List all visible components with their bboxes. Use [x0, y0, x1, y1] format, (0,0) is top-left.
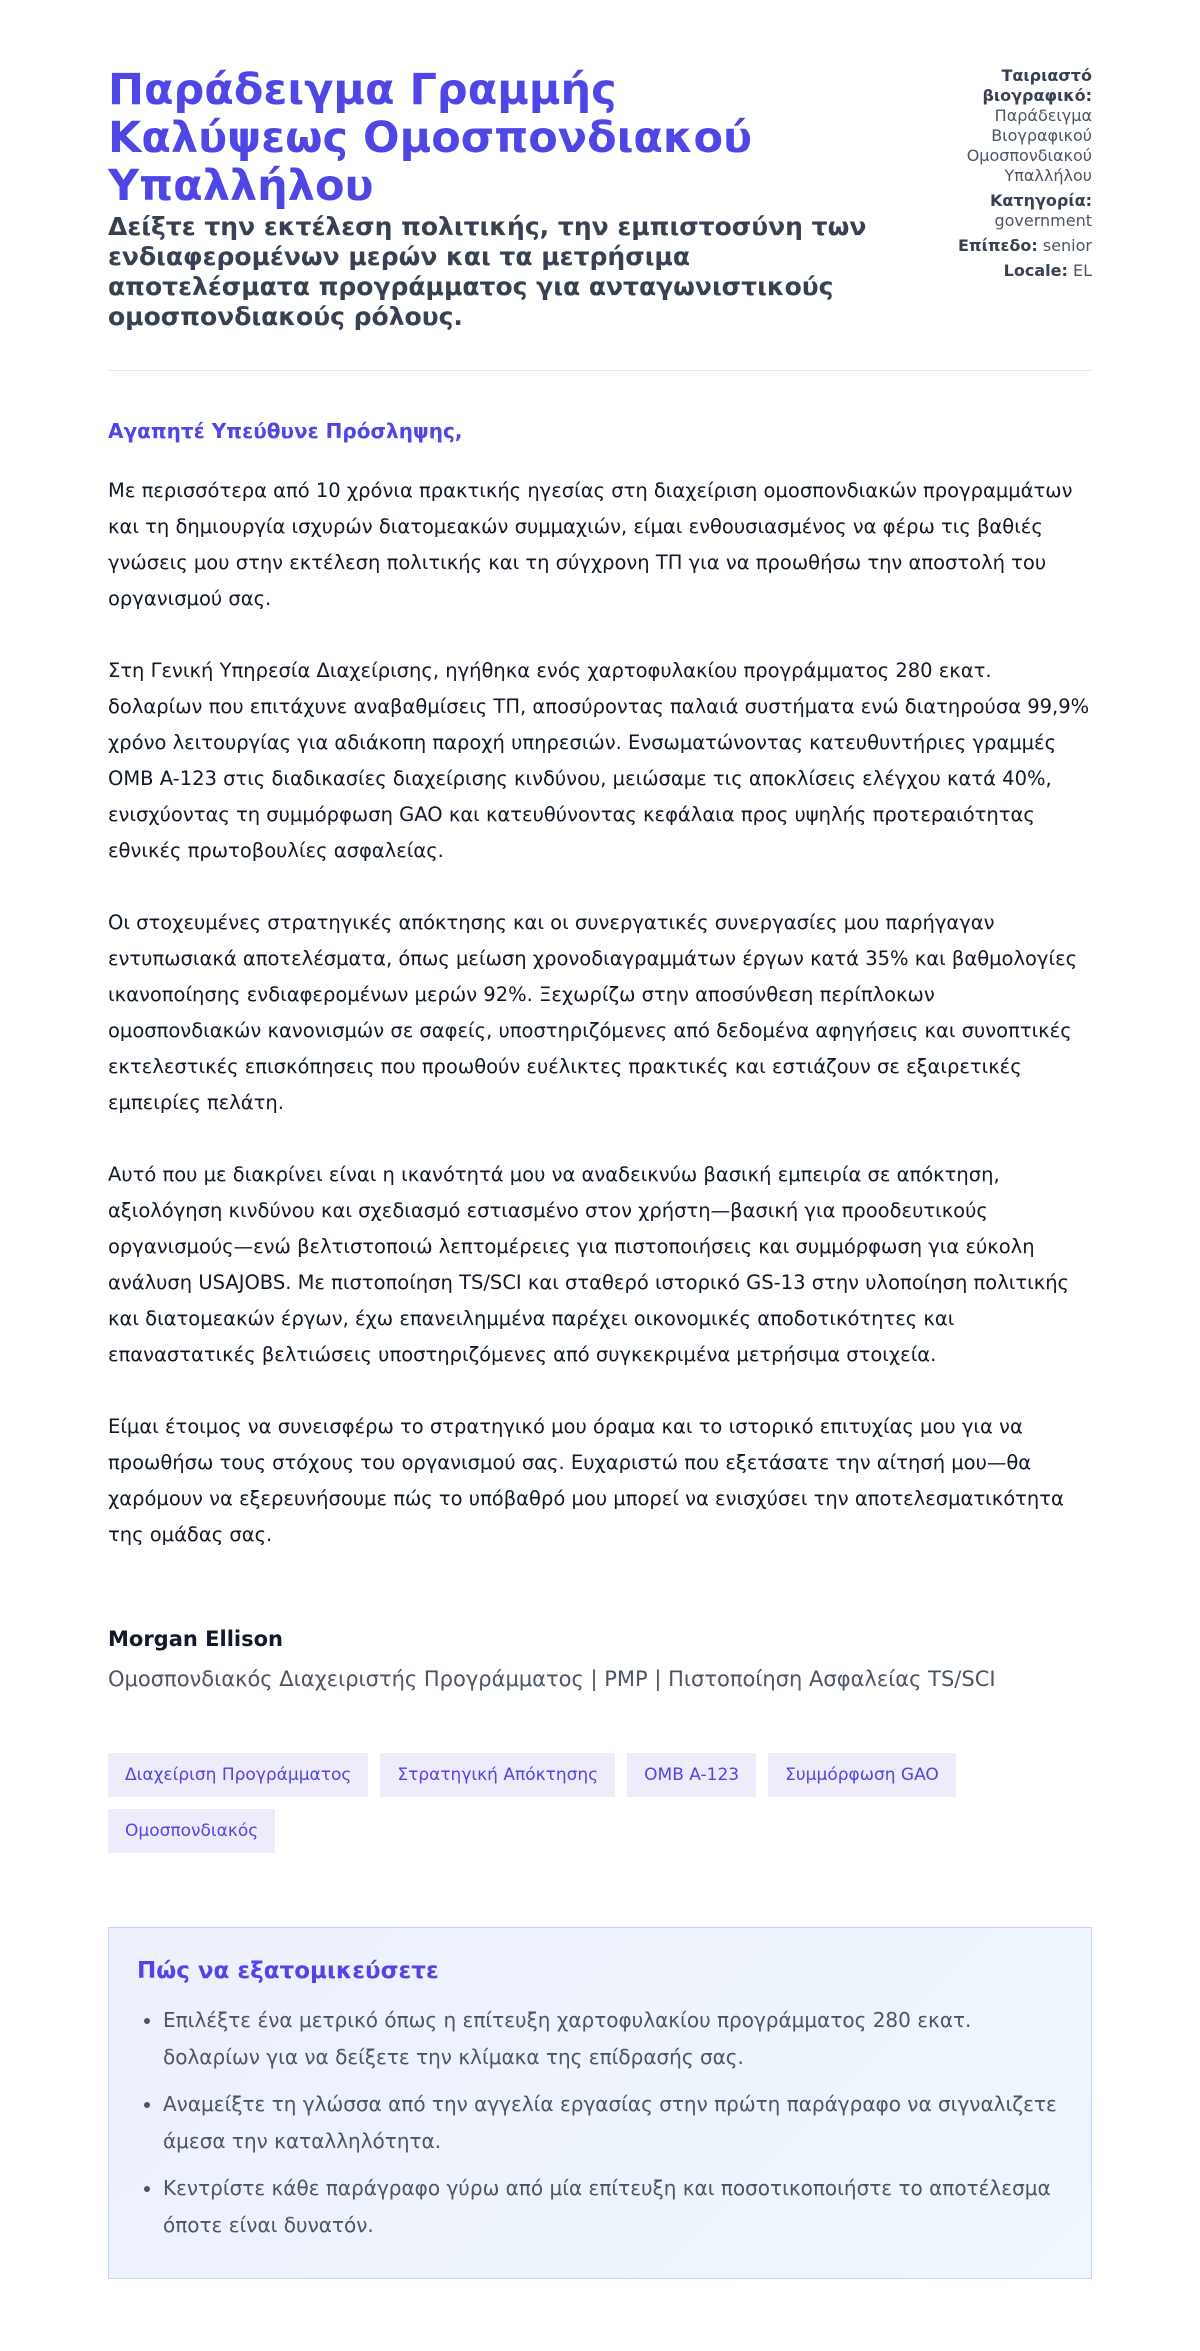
signature-title: Ομοσπονδιακός Διαχειριστής Προγράμματος | PMP | Πιστοποίηση Ασφαλείας TS/SCI: [108, 1667, 996, 1691]
letter-paragraph: Αυτό που με διακρίνει είναι η ικανότητά μου να αναδεικνύω βασική εμπειρία σε απόκτηση, αξιολόγηση κινδύνου και σχεδιασμό εστιασμένο στον χρήστη—βασική για προοδευτικούς οργανισμούς—ενώ βελτιστοποιώ λεπτομέρειες για πιστοποιήσεις και συμμόρφωση για εύκολη ανάλυση USAJOBS. Με πιστοποίηση TS/SCI και σταθερό ιστορικό GS-13 στην υλοποίηση πολιτικής και διατομεακών έργων, έχω επανειλημμένα παρέχει οικονομικές αποδοτικότητες και επαναστατικές βελτιώσεις υποστηριζόμενες από συγκεκριμένα μετρήσιμα στοιχεία.: [108, 1163, 1070, 1366]
meta-locale-key: Locale:: [1003, 261, 1068, 280]
meta-level: [902, 236, 1092, 256]
keyword-tag: Διαχείριση Προγράμματος: [108, 1753, 368, 1797]
meta-profile: [902, 66, 1092, 186]
meta-level-value: senior: [1042, 236, 1092, 255]
letter-paragraph: Στη Γενική Υπηρεσία Διαχείρισης, ηγήθηκα ενός χαρτοφυλακίου προγράμματος 280 εκατ. δολαρίων που επιτάχυνε αναβαθμίσεις ΤΠ, αποσύροντας παλαιά συστήματα ενώ διατηρούσα 99,9% χρόνο λειτουργίας για αδιάκοπη παροχή υπηρεσιών. Ενσωματώνοντας κατευθυντήριες γραμμές OMB A-123 στις διαδικασίες διαχείρισης κινδύνου, μειώσαμε τις αποκλίσεις ελέγχου κατά 40%, ενισχύοντας τη συμμόρφωση GAO και κατευθύνοντας κεφάλαια προς υψηλής προτεραιότητας εθνικές πρωτοβουλίες ασφαλείας.: [108, 659, 1090, 862]
page-title: Παράδειγμα Γραμμής Καλύψεως Ομοσπονδιακού Υπαλλήλου: [108, 65, 753, 211]
meta-locale-value: EL: [1072, 261, 1092, 280]
keyword-tag: OMB A-123: [627, 1753, 756, 1797]
keyword-tag: Συμμόρφωση GAO: [768, 1753, 956, 1797]
letter-paragraph: Είμαι έτοιμος να συνεισφέρω το στρατηγικό μου όραμα και το ιστορικό επιτυχίας μου για να προωθήσω τους στόχους του οργανισμού σας. Ευχαριστώ που εξετάσατε την αίτησή μου—θα χαρόμουν να εξερευνήσουμε πώς το υπόβαθρό μου μπορεί να ενισχύσει την αποτελεσματικότητα της ομάδας σας.: [108, 1415, 1064, 1546]
page-subtitle: Δείξτε την εκτέλεση πολιτικής, την εμπιστοσύνη των ενδιαφερομένων μερών και τα μετρήσιμα αποτελέσματα προγράμματος για ανταγωνιστικούς ομοσπονδιακούς ρόλους.: [108, 212, 867, 331]
document-meta: [902, 66, 1092, 286]
cover-letter-page: [108, 0, 1092, 2279]
keyword-tag: Στρατηγική Απόκτησης: [380, 1753, 615, 1797]
tip-item: • Αναμείξτε τη γλώσσα από την αγγελία εργασίας στην πρώτη παράγραφο να σιγναλιζετε άμεσα την καταλληλότητα.: [163, 2086, 1063, 2160]
signature-name: Morgan Ellison: [108, 1627, 283, 1651]
meta-level-key: Επίπεδο:: [958, 236, 1038, 255]
tips-list: [137, 2002, 1063, 2244]
letter-body: [108, 419, 1092, 1693]
header-titles: [108, 66, 868, 332]
meta-profile-value[interactable]: Παράδειγμα Βιογραφικού Ομοσπονδιακού Υπαλλήλου: [966, 106, 1092, 185]
meta-category-key: Κατηγορία:: [990, 191, 1092, 210]
keyword-tag: Ομοσπονδιακός: [108, 1809, 275, 1853]
meta-category: [902, 191, 1092, 231]
tip-item: • Κεντρίστε κάθε παράγραφο γύρω από μία επίτευξη και ποσοτικοποιήστε το αποτέλεσμα όποτε είναι δυνατόν.: [163, 2170, 1063, 2244]
meta-profile-key: Ταιριαστό βιογραφικό:: [982, 66, 1092, 105]
meta-category-value: government: [994, 211, 1092, 230]
document-header: [108, 66, 1092, 371]
tip-item: • Επιλέξτε ένα μετρικό όπως η επίτευξη χαρτοφυλακίου προγράμματος 280 εκατ. δολαρίων για να δείξετε την κλίμακα της επίδρασής σας.: [163, 2002, 1063, 2076]
tips-title: Πώς να εξατομικεύσετε: [137, 1958, 439, 1984]
customization-tips: [108, 1927, 1092, 2279]
keyword-tags: [108, 1753, 1028, 1853]
meta-locale: [902, 261, 1092, 281]
letter-paragraph: Οι στοχευμένες στρατηγικές απόκτησης και οι συνεργατικές συνεργασίες μου παρήγαγαν εντυπωσιακά αποτελέσματα, όπως μείωση χρονοδιαγραμμάτων έργων κατά 35% και βαθμολογίες ικανοποίησης ενδιαφερομένων μερών 92%. Ξεχωρίζω στην αποσύνθεση περίπλοκων ομοσπονδιακών κανονισμών σε σαφείς, υποστηριζόμενες από δεδομένα αφηγήσεις και συνοπτικές εκτελεστικές επισκόπησεις που προωθούν ευέλικτες πρακτικές και εστιάζουν σε εξαιρετικές εμπειρίες πελάτη.: [108, 911, 1078, 1114]
letter-paragraph: Με περισσότερα από 10 χρόνια πρακτικής ηγεσίας στη διαχείριση ομοσπονδιακών προγραμμάτων και τη δημιουργία ισχυρών διατομεακών συμμαχιών, είμαι ενθουσιασμένος να φέρω τις βαθιές γνώσεις μου στην εκτέλεση πολιτικής και τη σύγχρονη ΤΠ για να προωθήσω την αποστολή του οργανισμού σας.: [108, 479, 1073, 610]
letter-greeting: Αγαπητέ Υπεύθυνε Πρόσληψης,: [108, 419, 463, 443]
